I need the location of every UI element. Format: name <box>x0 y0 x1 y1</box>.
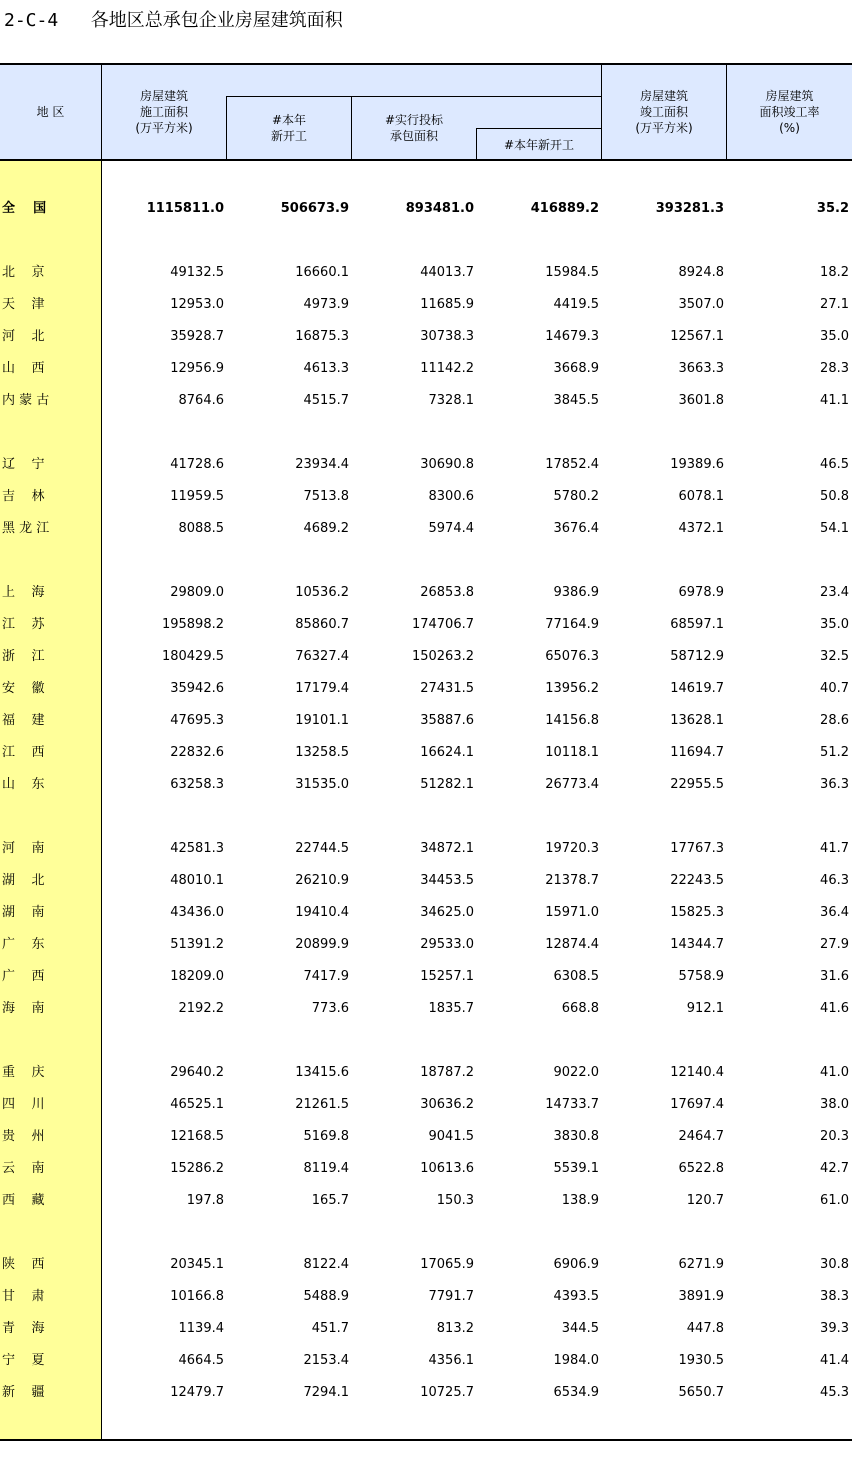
cell-value: 14344.7 <box>670 937 724 952</box>
table-row <box>0 193 852 225</box>
cell-value: 34625.0 <box>420 905 474 920</box>
cell-value: 5650.7 <box>678 1385 724 1400</box>
cell-value: 5539.1 <box>553 1161 599 1176</box>
table-row <box>0 833 852 865</box>
region-name: 湖 北 <box>2 873 45 888</box>
cell-value: 31.6 <box>820 969 849 984</box>
cell-value: 28.6 <box>820 713 849 728</box>
cell-value: 31535.0 <box>295 777 349 792</box>
header-divider <box>101 64 102 160</box>
table-row <box>0 865 852 897</box>
cell-value: 7328.1 <box>428 393 474 408</box>
table-row <box>0 609 852 641</box>
cell-value: 41.0 <box>820 1065 849 1080</box>
region-name: 新 疆 <box>2 1385 45 1400</box>
cell-value: 2192.2 <box>178 1001 224 1016</box>
cell-value: 41.1 <box>820 393 849 408</box>
page-title: 2-C-4 各地区总承包企业房屋建筑面积 <box>4 10 343 31</box>
cell-value: 5488.9 <box>303 1289 349 1304</box>
cell-value: 13628.1 <box>670 713 724 728</box>
region-name: 宁 夏 <box>2 1353 45 1368</box>
region-name: 安 徽 <box>2 681 45 696</box>
cell-value: 8088.5 <box>178 521 224 536</box>
cell-value: 813.2 <box>436 1321 474 1336</box>
cell-value: 40.7 <box>820 681 849 696</box>
cell-value: 30690.8 <box>420 457 474 472</box>
cell-value: 11142.2 <box>420 361 474 376</box>
cell-value: 4973.9 <box>303 297 349 312</box>
cell-value: 150.3 <box>436 1193 474 1208</box>
cell-value: 42581.3 <box>170 841 224 856</box>
cell-value: 7294.1 <box>303 1385 349 1400</box>
cell-value: 1835.7 <box>428 1001 474 1016</box>
cell-value: 1984.0 <box>553 1353 599 1368</box>
cell-value: 10613.6 <box>420 1161 474 1176</box>
cell-value: 35928.7 <box>170 329 224 344</box>
cell-value: 19720.3 <box>545 841 599 856</box>
cell-value: 27.1 <box>820 297 849 312</box>
cell-value: 17852.4 <box>545 457 599 472</box>
header-construction-area: 房屋建筑 施工面积 (万平方米) <box>135 89 193 135</box>
cell-value: 3845.5 <box>553 393 599 408</box>
cell-value: 14733.7 <box>545 1097 599 1112</box>
table-bottom-rule <box>0 1439 852 1441</box>
cell-value: 451.7 <box>311 1321 349 1336</box>
region-name: 辽 宁 <box>2 457 45 472</box>
region-name: 青 海 <box>2 1321 45 1336</box>
cell-value: 41.6 <box>820 1001 849 1016</box>
cell-value: 22955.5 <box>670 777 724 792</box>
cell-value: 4613.3 <box>303 361 349 376</box>
cell-value: 150263.2 <box>411 649 474 664</box>
table-row <box>0 1153 852 1185</box>
cell-value: 5169.8 <box>303 1129 349 1144</box>
table-row <box>0 961 852 993</box>
cell-value: 5758.9 <box>678 969 724 984</box>
region-name: 陕 西 <box>2 1257 45 1272</box>
cell-value: 41728.6 <box>170 457 224 472</box>
cell-value: 15257.1 <box>420 969 474 984</box>
cell-value: 26773.4 <box>545 777 599 792</box>
cell-value: 58712.9 <box>670 649 724 664</box>
cell-value: 17697.4 <box>670 1097 724 1112</box>
cell-value: 20345.1 <box>170 1257 224 1272</box>
cell-value: 12956.9 <box>170 361 224 376</box>
table-row <box>0 897 852 929</box>
header-divider <box>726 64 727 160</box>
cell-value: 6308.5 <box>553 969 599 984</box>
cell-value: 22744.5 <box>295 841 349 856</box>
header-completed-area: 房屋建筑 竣工面积 (万平方米) <box>635 89 693 135</box>
cell-value: 30.8 <box>820 1257 849 1272</box>
header-region: 地 区 <box>36 105 65 119</box>
cell-value: 1139.4 <box>178 1321 224 1336</box>
header-bid-area: #实行投标 承包面积 <box>384 113 444 143</box>
cell-value: 22832.6 <box>170 745 224 760</box>
cell-value: 4664.5 <box>178 1353 224 1368</box>
region-name: 四 川 <box>2 1097 45 1112</box>
cell-value: 10725.7 <box>420 1385 474 1400</box>
cell-value: 42.7 <box>820 1161 849 1176</box>
cell-value: 15286.2 <box>170 1161 224 1176</box>
cell-value: 28.3 <box>820 361 849 376</box>
table-top-rule <box>0 63 852 65</box>
cell-value: 2464.7 <box>678 1129 724 1144</box>
cell-value: 29533.0 <box>420 937 474 952</box>
cell-value: 893481.0 <box>405 201 474 216</box>
cell-value: 6078.1 <box>678 489 724 504</box>
cell-value: 46.5 <box>820 457 849 472</box>
table-row <box>0 1185 852 1217</box>
cell-value: 48010.1 <box>170 873 224 888</box>
cell-value: 15825.3 <box>670 905 724 920</box>
header-divider <box>476 128 601 129</box>
cell-value: 38.0 <box>820 1097 849 1112</box>
cell-value: 51.2 <box>820 745 849 760</box>
cell-value: 41.7 <box>820 841 849 856</box>
cell-value: 165.7 <box>311 1193 349 1208</box>
cell-value: 77164.9 <box>545 617 599 632</box>
cell-value: 668.8 <box>561 1001 599 1016</box>
cell-value: 20899.9 <box>295 937 349 952</box>
header-new-start: #本年 新开工 <box>270 113 307 143</box>
cell-value: 47695.3 <box>170 713 224 728</box>
region-name: 天 津 <box>2 297 45 312</box>
region-name: 内 蒙 古 <box>2 393 50 408</box>
cell-value: 34453.5 <box>420 873 474 888</box>
cell-value: 50.8 <box>820 489 849 504</box>
cell-value: 26853.8 <box>420 585 474 600</box>
region-name: 湖 南 <box>2 905 45 920</box>
cell-value: 9041.5 <box>428 1129 474 1144</box>
cell-value: 27.9 <box>820 937 849 952</box>
cell-value: 54.1 <box>820 521 849 536</box>
cell-value: 7417.9 <box>303 969 349 984</box>
region-name: 广 西 <box>2 969 45 984</box>
cell-value: 6906.9 <box>553 1257 599 1272</box>
cell-value: 344.5 <box>561 1321 599 1336</box>
cell-value: 13415.6 <box>295 1065 349 1080</box>
region-name: 甘 肃 <box>2 1289 45 1304</box>
table-row <box>0 673 852 705</box>
cell-value: 13258.5 <box>295 745 349 760</box>
cell-value: 27431.5 <box>420 681 474 696</box>
cell-value: 19101.1 <box>295 713 349 728</box>
cell-value: 12567.1 <box>670 329 724 344</box>
cell-value: 4372.1 <box>678 521 724 536</box>
cell-value: 6522.8 <box>678 1161 724 1176</box>
cell-value: 1115811.0 <box>146 201 224 216</box>
cell-value: 2153.4 <box>303 1353 349 1368</box>
table-row <box>0 705 852 737</box>
cell-value: 11959.5 <box>170 489 224 504</box>
cell-value: 11685.9 <box>420 297 474 312</box>
cell-value: 416889.2 <box>530 201 599 216</box>
cell-value: 19389.6 <box>670 457 724 472</box>
table-row <box>0 1313 852 1345</box>
cell-value: 23.4 <box>820 585 849 600</box>
table-row <box>0 353 852 385</box>
table-row <box>0 1345 852 1377</box>
cell-value: 32.5 <box>820 649 849 664</box>
cell-value: 6978.9 <box>678 585 724 600</box>
cell-value: 41.4 <box>820 1353 849 1368</box>
table-row <box>0 993 852 1025</box>
cell-value: 10536.2 <box>295 585 349 600</box>
cell-value: 138.9 <box>561 1193 599 1208</box>
cell-value: 3601.8 <box>678 393 724 408</box>
cell-value: 19410.4 <box>295 905 349 920</box>
cell-value: 393281.3 <box>655 201 724 216</box>
header-divider <box>601 64 602 160</box>
table-row <box>0 737 852 769</box>
table-row <box>0 289 852 321</box>
table-row <box>0 1249 852 1281</box>
table-row <box>0 257 852 289</box>
cell-value: 21378.7 <box>545 873 599 888</box>
region-name: 西 藏 <box>2 1193 45 1208</box>
cell-value: 46525.1 <box>170 1097 224 1112</box>
table-row <box>0 929 852 961</box>
table-row <box>0 1089 852 1121</box>
region-name: 重 庆 <box>2 1065 45 1080</box>
region-name: 海 南 <box>2 1001 45 1016</box>
cell-value: 3676.4 <box>553 521 599 536</box>
cell-value: 18209.0 <box>170 969 224 984</box>
table-row <box>0 769 852 801</box>
cell-value: 5780.2 <box>553 489 599 504</box>
region-name: 吉 林 <box>2 489 45 504</box>
cell-value: 46.3 <box>820 873 849 888</box>
header-divider <box>351 96 352 160</box>
cell-value: 49132.5 <box>170 265 224 280</box>
cell-value: 773.6 <box>311 1001 349 1016</box>
header-divider <box>226 96 227 160</box>
cell-value: 29640.2 <box>170 1065 224 1080</box>
cell-value: 8764.6 <box>178 393 224 408</box>
cell-value: 10118.1 <box>545 745 599 760</box>
cell-value: 23934.4 <box>295 457 349 472</box>
cell-value: 35.2 <box>816 201 849 216</box>
table-row <box>0 449 852 481</box>
region-name: 贵 州 <box>2 1129 45 1144</box>
cell-value: 35.0 <box>820 617 849 632</box>
cell-value: 22243.5 <box>670 873 724 888</box>
cell-value: 506673.9 <box>280 201 349 216</box>
cell-value: 17767.3 <box>670 841 724 856</box>
cell-value: 4515.7 <box>303 393 349 408</box>
cell-value: 12874.4 <box>545 937 599 952</box>
cell-value: 197.8 <box>186 1193 224 1208</box>
region-name: 河 北 <box>2 329 45 344</box>
cell-value: 174706.7 <box>411 617 474 632</box>
header-bid-new-start: #本年新开工 <box>503 138 575 152</box>
cell-value: 3891.9 <box>678 1289 724 1304</box>
cell-value: 18.2 <box>820 265 849 280</box>
region-name: 江 苏 <box>2 617 45 632</box>
table-row <box>0 321 852 353</box>
region-name: 云 南 <box>2 1161 45 1176</box>
cell-value: 76327.4 <box>295 649 349 664</box>
table-row <box>0 1281 852 1313</box>
cell-value: 15984.5 <box>545 265 599 280</box>
header-divider <box>476 128 477 160</box>
cell-value: 16875.3 <box>295 329 349 344</box>
header-bottom-rule <box>0 159 852 161</box>
cell-value: 36.4 <box>820 905 849 920</box>
region-name: 上 海 <box>2 585 45 600</box>
cell-value: 38.3 <box>820 1289 849 1304</box>
table-row <box>0 1057 852 1089</box>
table-header <box>0 64 852 160</box>
cell-value: 12140.4 <box>670 1065 724 1080</box>
region-name: 山 东 <box>2 777 45 792</box>
cell-value: 447.8 <box>686 1321 724 1336</box>
cell-value: 11694.7 <box>670 745 724 760</box>
cell-value: 20.3 <box>820 1129 849 1144</box>
cell-value: 4356.1 <box>428 1353 474 1368</box>
region-name: 黑 龙 江 <box>2 521 50 536</box>
cell-value: 51391.2 <box>170 937 224 952</box>
table-row <box>0 481 852 513</box>
cell-value: 8300.6 <box>428 489 474 504</box>
region-name: 河 南 <box>2 841 45 856</box>
cell-value: 195898.2 <box>161 617 224 632</box>
cell-value: 180429.5 <box>161 649 224 664</box>
cell-value: 3668.9 <box>553 361 599 376</box>
cell-value: 16660.1 <box>295 265 349 280</box>
cell-value: 14679.3 <box>545 329 599 344</box>
cell-value: 29809.0 <box>170 585 224 600</box>
cell-value: 26210.9 <box>295 873 349 888</box>
cell-value: 17179.4 <box>295 681 349 696</box>
cell-value: 10166.8 <box>170 1289 224 1304</box>
cell-value: 8122.4 <box>303 1257 349 1272</box>
cell-value: 5974.4 <box>428 521 474 536</box>
cell-value: 7791.7 <box>428 1289 474 1304</box>
cell-value: 7513.8 <box>303 489 349 504</box>
cell-value: 68597.1 <box>670 617 724 632</box>
table-row <box>0 577 852 609</box>
cell-value: 30738.3 <box>420 329 474 344</box>
region-name: 江 西 <box>2 745 45 760</box>
cell-value: 4689.2 <box>303 521 349 536</box>
cell-value: 65076.3 <box>545 649 599 664</box>
cell-value: 9386.9 <box>553 585 599 600</box>
cell-value: 63258.3 <box>170 777 224 792</box>
region-name: 北 京 <box>2 265 45 280</box>
cell-value: 35887.6 <box>420 713 474 728</box>
region-name: 福 建 <box>2 713 45 728</box>
cell-value: 6271.9 <box>678 1257 724 1272</box>
cell-value: 14156.8 <box>545 713 599 728</box>
region-name: 全 国 <box>2 201 47 216</box>
table-row <box>0 1121 852 1153</box>
cell-value: 51282.1 <box>420 777 474 792</box>
cell-value: 16624.1 <box>420 745 474 760</box>
cell-value: 4393.5 <box>553 1289 599 1304</box>
cell-value: 8119.4 <box>303 1161 349 1176</box>
cell-value: 12168.5 <box>170 1129 224 1144</box>
cell-value: 35942.6 <box>170 681 224 696</box>
cell-value: 44013.7 <box>420 265 474 280</box>
cell-value: 61.0 <box>820 1193 849 1208</box>
cell-value: 13956.2 <box>545 681 599 696</box>
cell-value: 6534.9 <box>553 1385 599 1400</box>
header-completion-rate: 房屋建筑 面积竣工率 (%) <box>759 89 820 135</box>
header-divider <box>226 96 601 97</box>
cell-value: 15971.0 <box>545 905 599 920</box>
region-name: 广 东 <box>2 937 45 952</box>
cell-value: 912.1 <box>686 1001 724 1016</box>
cell-value: 39.3 <box>820 1321 849 1336</box>
cell-value: 21261.5 <box>295 1097 349 1112</box>
region-name: 山 西 <box>2 361 45 376</box>
cell-value: 17065.9 <box>420 1257 474 1272</box>
cell-value: 12479.7 <box>170 1385 224 1400</box>
cell-value: 14619.7 <box>670 681 724 696</box>
cell-value: 85860.7 <box>295 617 349 632</box>
cell-value: 36.3 <box>820 777 849 792</box>
cell-value: 3507.0 <box>678 297 724 312</box>
cell-value: 3830.8 <box>553 1129 599 1144</box>
cell-value: 120.7 <box>686 1193 724 1208</box>
cell-value: 34872.1 <box>420 841 474 856</box>
cell-value: 8924.8 <box>678 265 724 280</box>
cell-value: 1930.5 <box>678 1353 724 1368</box>
cell-value: 30636.2 <box>420 1097 474 1112</box>
region-name: 浙 江 <box>2 649 45 664</box>
cell-value: 43436.0 <box>170 905 224 920</box>
cell-value: 45.3 <box>820 1385 849 1400</box>
table-row <box>0 1377 852 1409</box>
cell-value: 18787.2 <box>420 1065 474 1080</box>
cell-value: 12953.0 <box>170 297 224 312</box>
cell-value: 35.0 <box>820 329 849 344</box>
table-row <box>0 513 852 545</box>
cell-value: 9022.0 <box>553 1065 599 1080</box>
table-row <box>0 385 852 417</box>
cell-value: 4419.5 <box>553 297 599 312</box>
cell-value: 3663.3 <box>678 361 724 376</box>
table-row <box>0 641 852 673</box>
